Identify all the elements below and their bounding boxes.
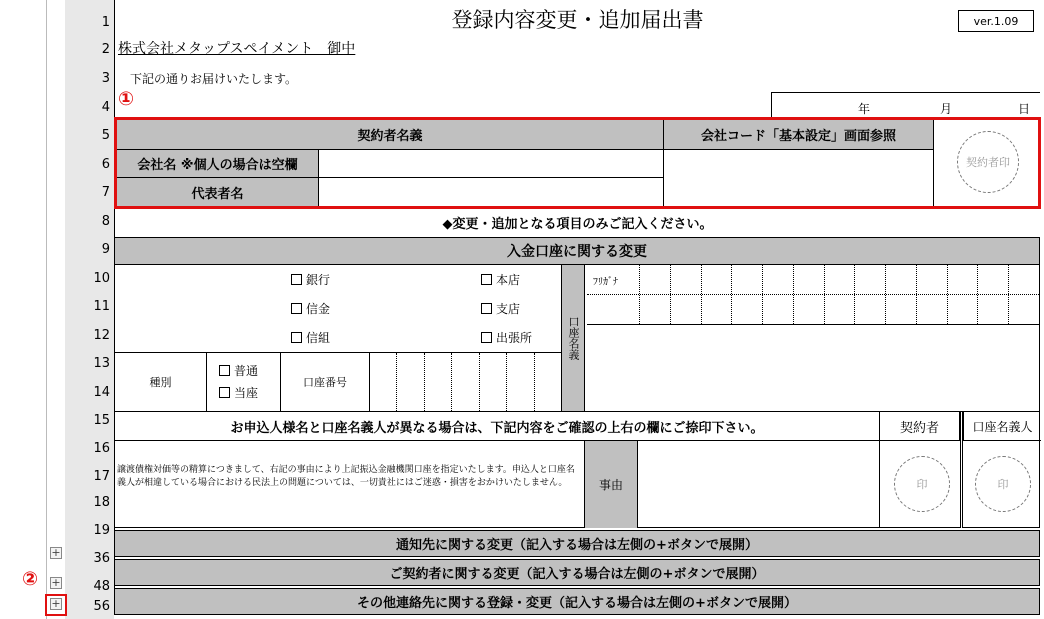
contract-seal-stamp: 契約者印: [957, 131, 1019, 193]
account-kind-text: 当座: [234, 386, 259, 400]
checkbox-icon[interactable]: [219, 387, 230, 398]
bank-section: [114, 265, 1040, 412]
account-kind-option[interactable]: [219, 384, 258, 401]
bank-type-option[interactable]: [291, 329, 330, 346]
different-holder-header: お申込人様名と口座名義人が異なる場合は、下記内容をご確認の上右の欄にご捺印下さい。: [115, 412, 880, 441]
row-number[interactable]: 14: [93, 385, 110, 400]
account-holder-label: 口座名義: [561, 265, 585, 411]
outline-gutter-border: [46, 0, 47, 619]
row-number[interactable]: 3: [101, 71, 110, 86]
branch-type-label: 出張所: [496, 331, 533, 345]
contractor-section-header[interactable]: ご契約者に関する変更（記入する場合は左側の+ボタンで展開）: [114, 559, 1040, 586]
checkbox-icon[interactable]: [481, 332, 492, 343]
bank-section-header: 入金口座に関する変更: [114, 237, 1040, 265]
row-number[interactable]: 16: [93, 441, 110, 456]
other-contacts-section-header[interactable]: その他連絡先に関する登録・変更（記入する場合は左側の+ボタンで展開）: [114, 588, 1040, 615]
different-holder-section: [114, 412, 1040, 528]
account-number-field[interactable]: [370, 353, 561, 411]
reason-field[interactable]: [639, 441, 880, 528]
account-holder-field[interactable]: [587, 265, 1039, 325]
branch-type-label: 支店: [496, 302, 521, 316]
branch-type-option[interactable]: [481, 300, 520, 317]
holder-seal-label: 口座名義人: [963, 412, 1041, 441]
row-number[interactable]: 5: [101, 128, 110, 143]
intro-text: 下記の通りお届けいたします。: [130, 72, 298, 86]
expand-button-contractor[interactable]: +: [51, 576, 61, 589]
seal-divider: [960, 412, 963, 528]
row-number[interactable]: 10: [93, 271, 110, 286]
row-number[interactable]: 2: [101, 42, 110, 57]
company-name-label: 会社名 ※個人の場合は空欄: [117, 149, 319, 177]
checkbox-icon[interactable]: [291, 274, 302, 285]
account-kind-label: 種別: [115, 353, 207, 411]
checkbox-icon[interactable]: [219, 365, 230, 376]
date-border-left: [771, 92, 772, 118]
form-title: 登録内容変更・追加届出書: [451, 8, 704, 32]
row-number[interactable]: 7: [101, 185, 110, 200]
marker-1: ①: [118, 88, 135, 110]
expand-button-other-contacts[interactable]: +: [51, 597, 61, 610]
row-number[interactable]: 9: [101, 242, 110, 257]
row-number[interactable]: 4: [101, 100, 110, 115]
account-kind-text: 普通: [234, 364, 259, 378]
row-number[interactable]: 11: [93, 299, 110, 314]
company-code-header: 会社コード「基本設定」画面参照: [664, 120, 934, 149]
row-number[interactable]: 8: [101, 214, 110, 229]
row-number[interactable]: 36: [93, 551, 110, 566]
branch-type-option[interactable]: [481, 329, 532, 346]
addressee: 株式会社メタップスペイメント 御中: [118, 41, 356, 57]
checkbox-icon[interactable]: [291, 332, 302, 343]
date-year: 年: [858, 102, 871, 116]
checkbox-icon[interactable]: [291, 303, 302, 314]
date-border-top: [771, 92, 1040, 93]
highlight-box-contract: [114, 117, 1041, 209]
bank-type-option[interactable]: [291, 271, 330, 288]
notification-section-header[interactable]: 通知先に関する変更（記入する場合は左側の+ボタンで展開）: [114, 530, 1040, 557]
row-number[interactable]: 18: [93, 495, 110, 510]
branch-type-label: 本店: [496, 273, 521, 287]
expand-button-notification[interactable]: +: [51, 546, 61, 559]
row-number[interactable]: 15: [93, 413, 110, 428]
representative-label: 代表者名: [117, 177, 319, 206]
highlight-box-expand: [45, 594, 67, 616]
account-number-label: 口座番号: [280, 353, 370, 411]
bank-type-label: 信金: [306, 302, 331, 316]
date-month: 月: [940, 102, 953, 116]
row-number[interactable]: 19: [93, 523, 110, 538]
row-number[interactable]: 17: [93, 469, 110, 484]
branch-type-option[interactable]: [481, 271, 520, 288]
consent-text: 譲渡債権対価等の精算につきまして、右記の事由により上記振込金融機関口座を指定いたします。申込人と口座名義人が相違している場合における民法上の問題については、一切貴社にはご迷惑・損害をおかけいたしません。: [117, 465, 575, 488]
bank-type-label: 銀行: [306, 273, 331, 287]
row-number[interactable]: 1: [101, 15, 110, 30]
row-number[interactable]: 12: [93, 328, 110, 343]
reason-label: 事由: [584, 441, 638, 528]
checkbox-icon[interactable]: [481, 303, 492, 314]
bank-type-label: 信組: [306, 331, 331, 345]
marker-2: ②: [22, 568, 39, 590]
checkbox-icon[interactable]: [481, 274, 492, 285]
notice-text: ◆変更・追加となる項目のみご記入ください。: [442, 217, 713, 232]
contractor-seal-stamp: 印: [894, 456, 950, 512]
contract-name-header: 契約者名義: [117, 120, 664, 149]
contractor-seal-label: 契約者: [880, 412, 960, 441]
row-number[interactable]: 56: [93, 599, 110, 614]
date-day: 日: [1018, 102, 1031, 116]
row-number[interactable]: 13: [93, 356, 110, 371]
row-number[interactable]: 48: [93, 579, 110, 594]
bank-type-option[interactable]: [291, 300, 330, 317]
holder-seal-stamp: 印: [975, 456, 1031, 512]
account-kind-option[interactable]: [219, 362, 258, 379]
row-number[interactable]: 6: [101, 157, 110, 172]
furigana-label: ﾌﾘｶﾞﾅ: [593, 277, 618, 288]
version-badge: ver.1.09: [958, 10, 1034, 32]
